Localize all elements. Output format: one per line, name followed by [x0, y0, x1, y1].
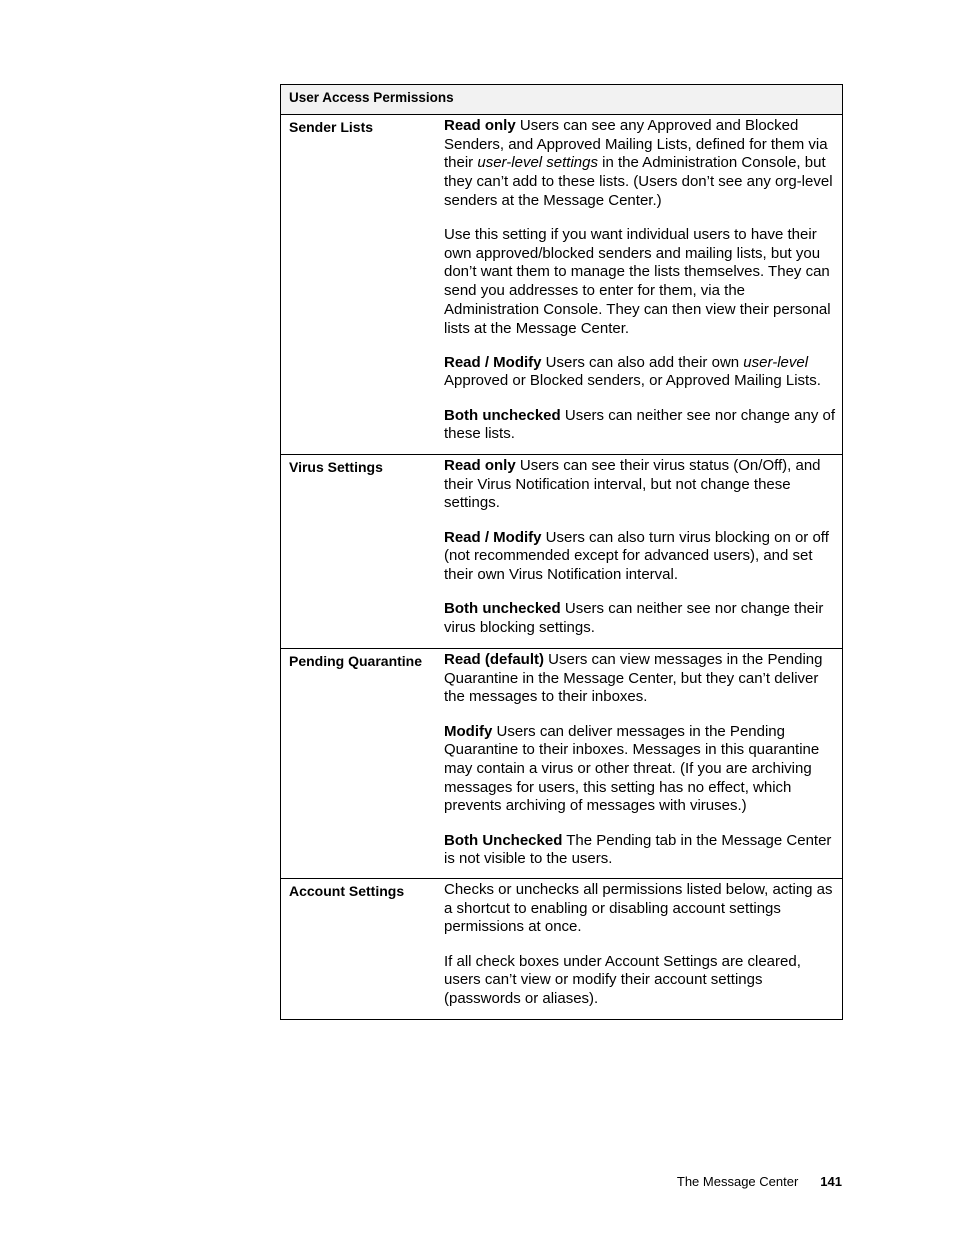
page-footer — [0, 1174, 842, 1190]
permission-term: Modify — [444, 722, 493, 740]
paragraph-text: Use this setting if you want individual users to have their own approved/blocked senders and mailing lists, but you don’t want them to manage the lists themselves. They can send you addresses to enter for them, via the Administration Console. They can then view their personal lists at the Message Center. — [444, 226, 831, 337]
paragraph-text: Users can see their virus status (On/Off), and their Virus Notification interval, but not change these settings. — [444, 457, 821, 512]
paragraph-text: Checks or unchecks all permissions listed below, acting as a shortcut to enabling or disabling account settings permissions at once. — [444, 881, 833, 936]
paragraph-text: Approved or Blocked senders, or Approved Mailing Lists. — [444, 372, 821, 390]
permission-term: Read / Modify — [444, 528, 542, 546]
permission-paragraph — [444, 953, 836, 1009]
italic-term: user-level settings — [477, 154, 598, 172]
row-label: Sender Lists — [289, 119, 374, 135]
permission-paragraph — [444, 881, 836, 937]
paragraph-text: The Pending tab in the Message Center is not visible to the users. — [444, 831, 832, 868]
row-label: Account Settings — [289, 883, 405, 899]
table-row-sender-lists — [281, 115, 842, 455]
row-label: Pending Quarantine — [289, 653, 423, 669]
page-number: 141 — [820, 1174, 842, 1189]
permission-paragraph — [444, 354, 836, 391]
table-row-account-settings — [281, 879, 842, 1019]
paragraph-text: Users can also add their own — [541, 353, 744, 371]
paragraph-text: Users can deliver messages in the Pending Quarantine to their inboxes. Messages in this quarantine may contain a virus or other threat. (If you are archiving messages for users, this setting has no effect, which prevents archiving of messages with viruses.) — [444, 722, 820, 815]
chapter-title: The Message Center — [676, 1174, 799, 1189]
permission-term: Both unchecked — [444, 600, 561, 618]
row-description — [444, 879, 842, 1019]
paragraph-text: Users can see any Approved and Blocked Senders, and Approved Mailing Lists, defined for them via their — [444, 117, 828, 172]
permission-term: Both unchecked — [444, 406, 561, 424]
permission-paragraph — [444, 723, 836, 817]
permission-term: Both Unchecked — [444, 831, 563, 849]
permission-term: Read / Modify — [444, 353, 542, 371]
row-description — [444, 115, 842, 454]
paragraph-text: in the Administration Console, but they can’t add to these lists. (Users don’t see any org-level senders at the Message Center.) — [444, 154, 833, 209]
permission-paragraph — [444, 600, 836, 637]
permission-term: Read only — [444, 457, 516, 474]
table-header: User Access Permissions — [281, 85, 842, 115]
permission-paragraph — [444, 832, 836, 869]
permission-term: Read only — [444, 117, 516, 134]
permission-paragraph — [444, 651, 836, 707]
table-row-pending-quarantine — [281, 649, 842, 879]
paragraph-text: Users can neither see nor change their virus blocking settings. — [444, 600, 824, 636]
permission-paragraph — [444, 117, 836, 211]
permission-paragraph — [444, 407, 836, 444]
italic-term: user-level — [743, 353, 809, 371]
row-description — [444, 649, 842, 878]
row-label: Virus Settings — [289, 459, 383, 475]
permission-paragraph — [444, 226, 836, 338]
paragraph-text: Users can neither see nor change any of these lists. — [444, 406, 836, 443]
permission-paragraph — [444, 457, 836, 513]
row-description — [444, 455, 842, 648]
paragraph-text: Users can also turn virus blocking on or off (not recommended except for advanced users), and set their own Virus Notification interval. — [444, 528, 829, 584]
paragraph-text: Users can view messages in the Pending Quarantine in the Message Center, but they can’t deliver the messages to their inboxes. — [444, 651, 823, 706]
permission-term: Read (default) — [444, 651, 545, 668]
table-row-virus-settings — [281, 455, 842, 649]
permission-paragraph — [444, 529, 836, 585]
permissions-table — [280, 84, 843, 1020]
paragraph-text: If all check boxes under Account Settings are cleared, users can’t view or modify their account settings (passwords or aliases). — [444, 952, 801, 1008]
